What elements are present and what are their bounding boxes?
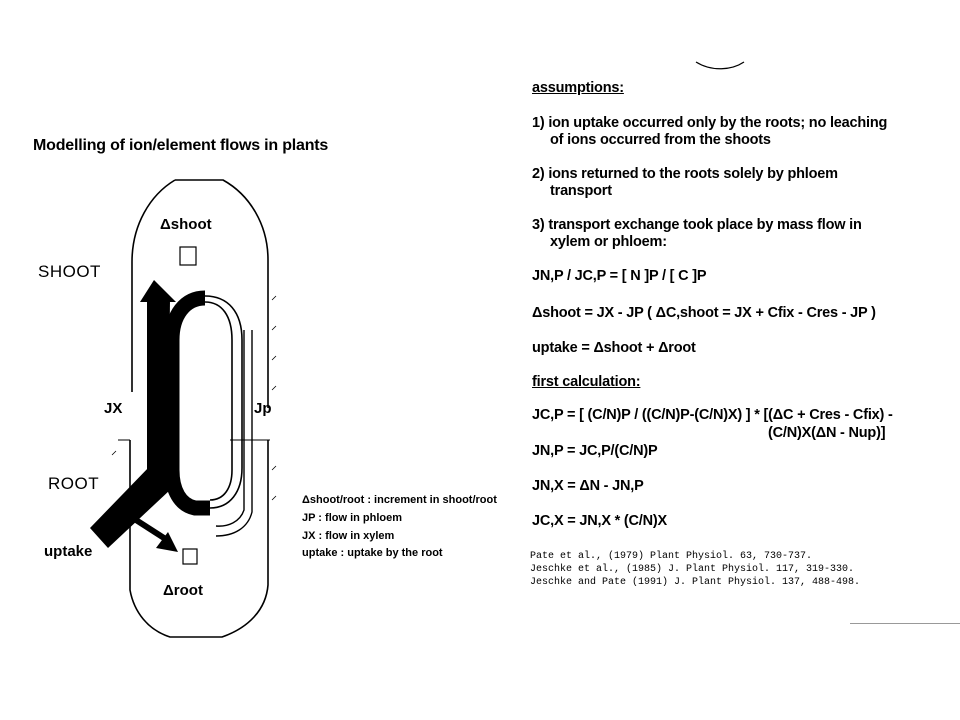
shoot-label: SHOOT — [38, 262, 101, 281]
equation-1: JN,P / JC,P = [ N ]P / [ C ]P — [532, 268, 707, 284]
xylem-arrow-head — [140, 280, 176, 302]
top-curve — [690, 58, 750, 72]
legend-item: JP : flow in phloem — [302, 512, 403, 524]
phloem-loop — [172, 298, 210, 508]
equation-6: JN,X = ΔN - JN,P — [532, 478, 644, 494]
equation-7: JC,X = JN,X * (C/N)X — [532, 513, 667, 529]
equation-5: JN,P = JC,P/(C/N)P — [532, 443, 658, 459]
root-branch-arrow — [136, 520, 164, 538]
diagram-title: Modelling of ion/element flows in plants — [33, 137, 329, 154]
divider-line — [850, 623, 960, 624]
assumption-1: 1) ion uptake occurred only by the roots; no leaching of ions occurred from the shoots — [532, 115, 888, 148]
assumptions-heading: assumptions: — [532, 80, 624, 96]
equation-4-continued: (C/N)X(ΔN - Nup)] — [768, 425, 886, 441]
reference: Jeschke and Pate (1991) J. Plant Physiol. 137, 488-498. — [530, 577, 861, 588]
assumption-2: 2) ions returned to the roots solely by phloem transport — [532, 166, 838, 199]
shoot-box — [180, 247, 196, 265]
reference: Pate et al., (1979) Plant Physiol. 63, 730-737. — [530, 551, 813, 562]
delta-shoot-label: Δshoot — [160, 216, 212, 233]
equation-3: uptake = Δshoot + Δroot — [532, 340, 696, 356]
legend-item: Δshoot/root : increment in shoot/root — [302, 494, 497, 506]
legend-item: uptake : uptake by the root — [302, 547, 443, 559]
legend-item: JX : flow in xylem — [302, 530, 395, 542]
equation-2: Δshoot = JX - JP ( ΔC,shoot = JX + Cfix - Cres - JP ) — [532, 305, 876, 321]
first-calculation-heading: first calculation: — [532, 374, 641, 390]
assumption-3: 3) transport exchange took place by mass flow in xylem or phloem: — [532, 217, 862, 250]
root-label: ROOT — [48, 474, 100, 493]
root-box — [183, 549, 197, 564]
uptake-label: uptake — [44, 543, 93, 560]
jp-label: Jp — [254, 400, 272, 417]
jx-label: JX — [104, 400, 123, 417]
reference: Jeschke et al., (1985) J. Plant Physiol. 117, 319-330. — [530, 564, 855, 575]
xylem-arrow — [147, 300, 170, 480]
delta-root-label: Δroot — [163, 582, 203, 599]
equation-4: JC,P = [ (C/N)P / ((C/N)P-(C/N)X) ] * [(ΔC + Cres - Cfix) - — [532, 407, 893, 423]
